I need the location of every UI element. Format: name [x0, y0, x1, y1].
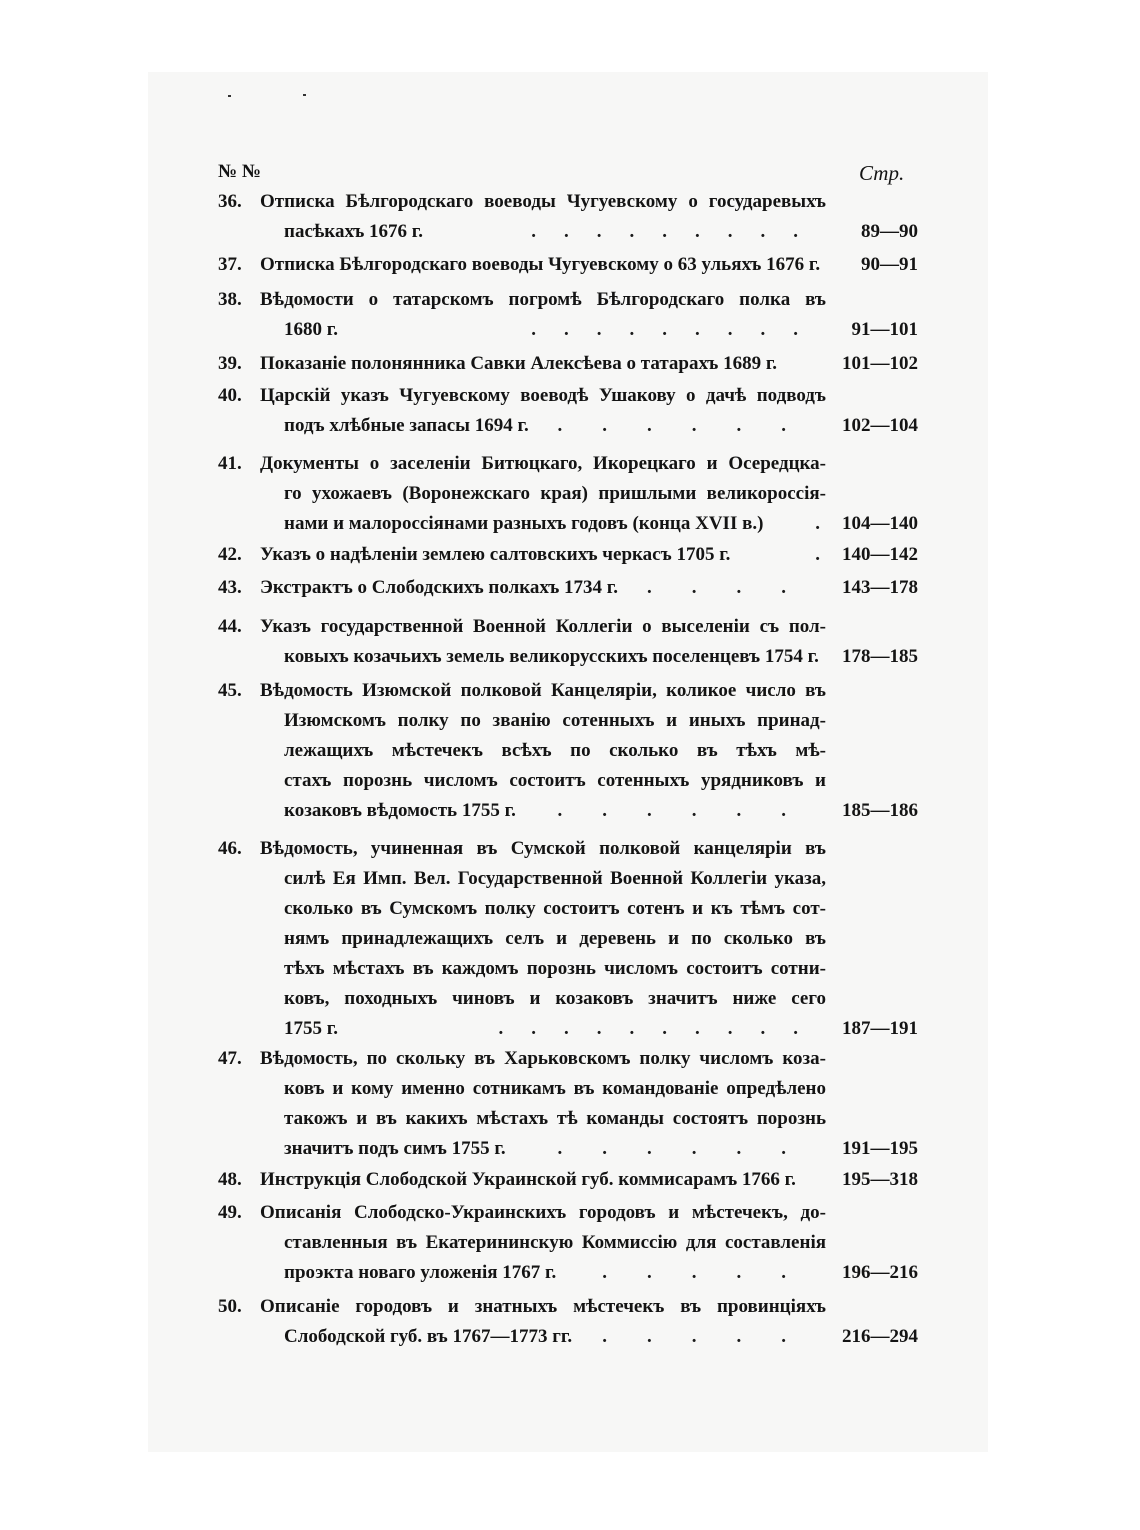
entry-number: 39. [218, 353, 242, 374]
page-range: 195—318 [842, 1169, 918, 1190]
toc-entry [218, 1044, 918, 1164]
page-range: 140—142 [842, 544, 918, 565]
entry-title-line: Экстрактъ о Слободскихъ полкахъ 1734 г. [260, 577, 619, 598]
entry-title-line: Отписка Бѣлгородскаго воеводы Чугуевскому о государевыхъ [260, 191, 826, 212]
entry-number: 38. [218, 289, 242, 310]
entry-title-line: тѣхъ мѣстахъ въ каждомъ порознь числомъ состоитъ сотни- [284, 958, 826, 979]
toc-entry [218, 250, 918, 280]
page-range: 89—90 [861, 221, 918, 242]
toc-entry [218, 834, 918, 1044]
entry-title-line: Документы о заселеніи Битюцкаго, Икорецкаго и Осередцка- [260, 453, 826, 474]
page-range: 104—140 [842, 513, 918, 534]
entry-title-line: Вѣдомость, учиненная въ Сумской полковой канцеляріи въ [260, 838, 826, 859]
dot-leader: ...... [557, 800, 826, 821]
toc-line [218, 187, 918, 217]
entry-title-line: нами и малороссіянами разныхъ годовъ (конца XVII в.) [284, 513, 764, 534]
entry-title-line: Описанія Слободско-Украинскихъ городовъ и мѣстечекъ, до- [260, 1202, 826, 1223]
toc-entry [218, 449, 918, 539]
toc-entry [218, 1292, 918, 1352]
toc-line [218, 864, 918, 894]
toc-line [218, 479, 918, 509]
entry-title-line: силѣ Ея Имп. Вел. Государственной Военной Коллегіи указа, [284, 868, 826, 889]
entry-title-line: Показаніе полонянника Савки Алексѣева о татарахъ 1689 г. [260, 353, 778, 374]
toc-line [218, 349, 918, 379]
toc-line [218, 540, 918, 570]
page-range: 91—101 [851, 319, 918, 340]
dot-leader: ......... [531, 319, 826, 340]
toc-entry [218, 381, 918, 441]
toc-entry [218, 540, 918, 570]
entry-number: 47. [218, 1048, 242, 1069]
toc-line [218, 1014, 918, 1044]
toc-line [218, 706, 918, 736]
page-range: 178—185 [842, 646, 918, 667]
toc-line [218, 1074, 918, 1104]
toc-entry [218, 676, 918, 826]
entry-title-line: Царскій указъ Чугуевскому воеводѣ Ушакову о дачѣ подводъ [260, 385, 826, 406]
toc-line [218, 736, 918, 766]
toc-entry [218, 187, 918, 247]
entry-title-line: сколько въ Сумскомъ полку состоитъ сотенъ и къ тѣмъ сот- [284, 898, 826, 919]
toc-line [218, 285, 918, 315]
page-range: 216—294 [842, 1326, 918, 1347]
toc-line [218, 449, 918, 479]
ink-speck [228, 95, 231, 97]
toc-line [218, 954, 918, 984]
toc-entry [218, 349, 918, 379]
page-range: 143—178 [842, 577, 918, 598]
entry-title-line: Изюмскомъ полку по званію сотенныхъ и иныхъ принад- [284, 710, 826, 731]
toc-line [218, 834, 918, 864]
toc-entry [218, 285, 918, 345]
toc-line [218, 1044, 918, 1074]
toc-line [218, 217, 918, 247]
entry-title-line: ковъ и кому именно сотникамъ въ командованіе опредѣлено [284, 1078, 826, 1099]
dot-leader: ...... [557, 415, 826, 436]
entry-title-line: ковыхъ козачьихъ земель великорусскихъ поселенцевъ 1754 г. [284, 646, 819, 667]
entry-title-line: козаковъ вѣдомость 1755 г. [284, 800, 516, 821]
dot-leader: .... [647, 577, 826, 598]
entry-title-line: Вѣдомость Изюмской полковой Канцеляріи, коликое число въ [260, 680, 826, 701]
toc-line [218, 250, 918, 280]
toc-line [218, 1228, 918, 1258]
page-range: 102—104 [842, 415, 918, 436]
entry-title-line: проэкта новаго уложенія 1767 г. [284, 1262, 557, 1283]
entry-title-line: Слободской губ. въ 1767—1773 гг. [284, 1326, 573, 1347]
entry-title-line: подъ хлѣбные запасы 1694 г. [284, 415, 529, 436]
entry-title-line: Указъ государственной Военной Коллегіи о выселеніи съ пол- [260, 616, 826, 637]
dot-leader: ...... [557, 1138, 826, 1159]
toc-line [218, 894, 918, 924]
entry-number: 44. [218, 616, 242, 637]
entry-title-line: Инструкція Слободской Украинской губ. коммисарамъ 1766 г. [260, 1169, 796, 1190]
entry-title-line: Вѣдомость, по скольку въ Харьковскомъ полку числомъ коза- [260, 1048, 826, 1069]
entry-number: 40. [218, 385, 242, 406]
toc-entry [218, 573, 918, 603]
entry-number: 49. [218, 1202, 242, 1223]
dot-leader: . [815, 513, 820, 534]
entry-number: 50. [218, 1296, 242, 1317]
page-range: 185—186 [842, 800, 918, 821]
entry-title-line: такожъ и въ какихъ мѣстахъ тѣ команды состоятъ порознь [284, 1108, 826, 1129]
toc-line [218, 924, 918, 954]
dot-leader: ..... [602, 1326, 826, 1347]
entry-title-line: Отписка Бѣлгородскаго воеводы Чугуевскому о 63 ульяхъ 1676 г. [260, 254, 821, 275]
toc-line [218, 1258, 918, 1288]
page-range: 90—91 [861, 254, 918, 275]
entry-number: 46. [218, 838, 242, 859]
toc-line [218, 642, 918, 672]
ink-speck [303, 94, 306, 96]
toc-line [218, 984, 918, 1014]
dot-leader: ......... [531, 221, 826, 242]
entry-title-line: го ухожаевъ (Воронежскаго края) пришлыми великороссія- [284, 483, 826, 504]
toc-line [218, 612, 918, 642]
page-range: 101—102 [842, 353, 918, 374]
entry-number: 41. [218, 453, 242, 474]
entry-title-line: значитъ подъ симъ 1755 г. [284, 1138, 506, 1159]
entry-title-line: 1755 г. [284, 1018, 338, 1039]
toc-entry [218, 612, 918, 672]
toc-line [218, 381, 918, 411]
toc-line [218, 1165, 918, 1195]
dot-leader: .......... [498, 1018, 826, 1039]
toc-line [218, 573, 918, 603]
number-column-header: № № [218, 161, 261, 182]
entry-title-line: пасѣкахъ 1676 г. [284, 221, 424, 242]
page-column-header: Стр. [859, 161, 905, 185]
toc-line [218, 1322, 918, 1352]
entry-title-line: стахъ порознь числомъ состоитъ сотенныхъ урядниковъ и [284, 770, 826, 791]
toc-line [218, 411, 918, 441]
toc-line [218, 315, 918, 345]
entry-number: 43. [218, 577, 242, 598]
toc-line [218, 676, 918, 706]
entry-title-line: 1680 г. [284, 319, 338, 340]
entry-number: 48. [218, 1169, 242, 1190]
entry-number: 36. [218, 191, 242, 212]
toc-line [218, 1104, 918, 1134]
entry-number: 45. [218, 680, 242, 701]
page-range: 196—216 [842, 1262, 918, 1283]
entry-title-line: ковъ, походныхъ чиновъ и козаковъ значитъ ниже сего [284, 988, 826, 1009]
dot-leader: ..... [602, 1262, 826, 1283]
toc-line [218, 1292, 918, 1322]
toc-entry [218, 1198, 918, 1288]
toc-line [218, 1134, 918, 1164]
entry-title-line: Указъ о надѣленіи землею салтовскихъ черкасъ 1705 г. [260, 544, 731, 565]
entry-title-line: лежащихъ мѣстечекъ всѣхъ по сколько въ тѣхъ мѣ- [284, 740, 826, 761]
entry-title-line: Вѣдомости о татарскомъ погромѣ Бѣлгородскаго полка въ [260, 289, 826, 310]
dot-leader: . [815, 544, 820, 565]
toc-line [218, 1198, 918, 1228]
toc-entry [218, 1165, 918, 1195]
entry-title-line: Описаніе городовъ и знатныхъ мѣстечекъ въ провинціяхъ [260, 1296, 826, 1317]
page-range: 187—191 [842, 1018, 918, 1039]
toc-line [218, 796, 918, 826]
entry-number: 37. [218, 254, 242, 275]
entry-title-line: нямъ принадлежащихъ селъ и деревень и по сколько въ [284, 928, 826, 949]
toc-line [218, 509, 918, 539]
page-range: 191—195 [842, 1138, 918, 1159]
toc-line [218, 766, 918, 796]
entry-title-line: ставленныя въ Екатерининскую Коммиссію для составленія [284, 1232, 826, 1253]
entry-number: 42. [218, 544, 242, 565]
